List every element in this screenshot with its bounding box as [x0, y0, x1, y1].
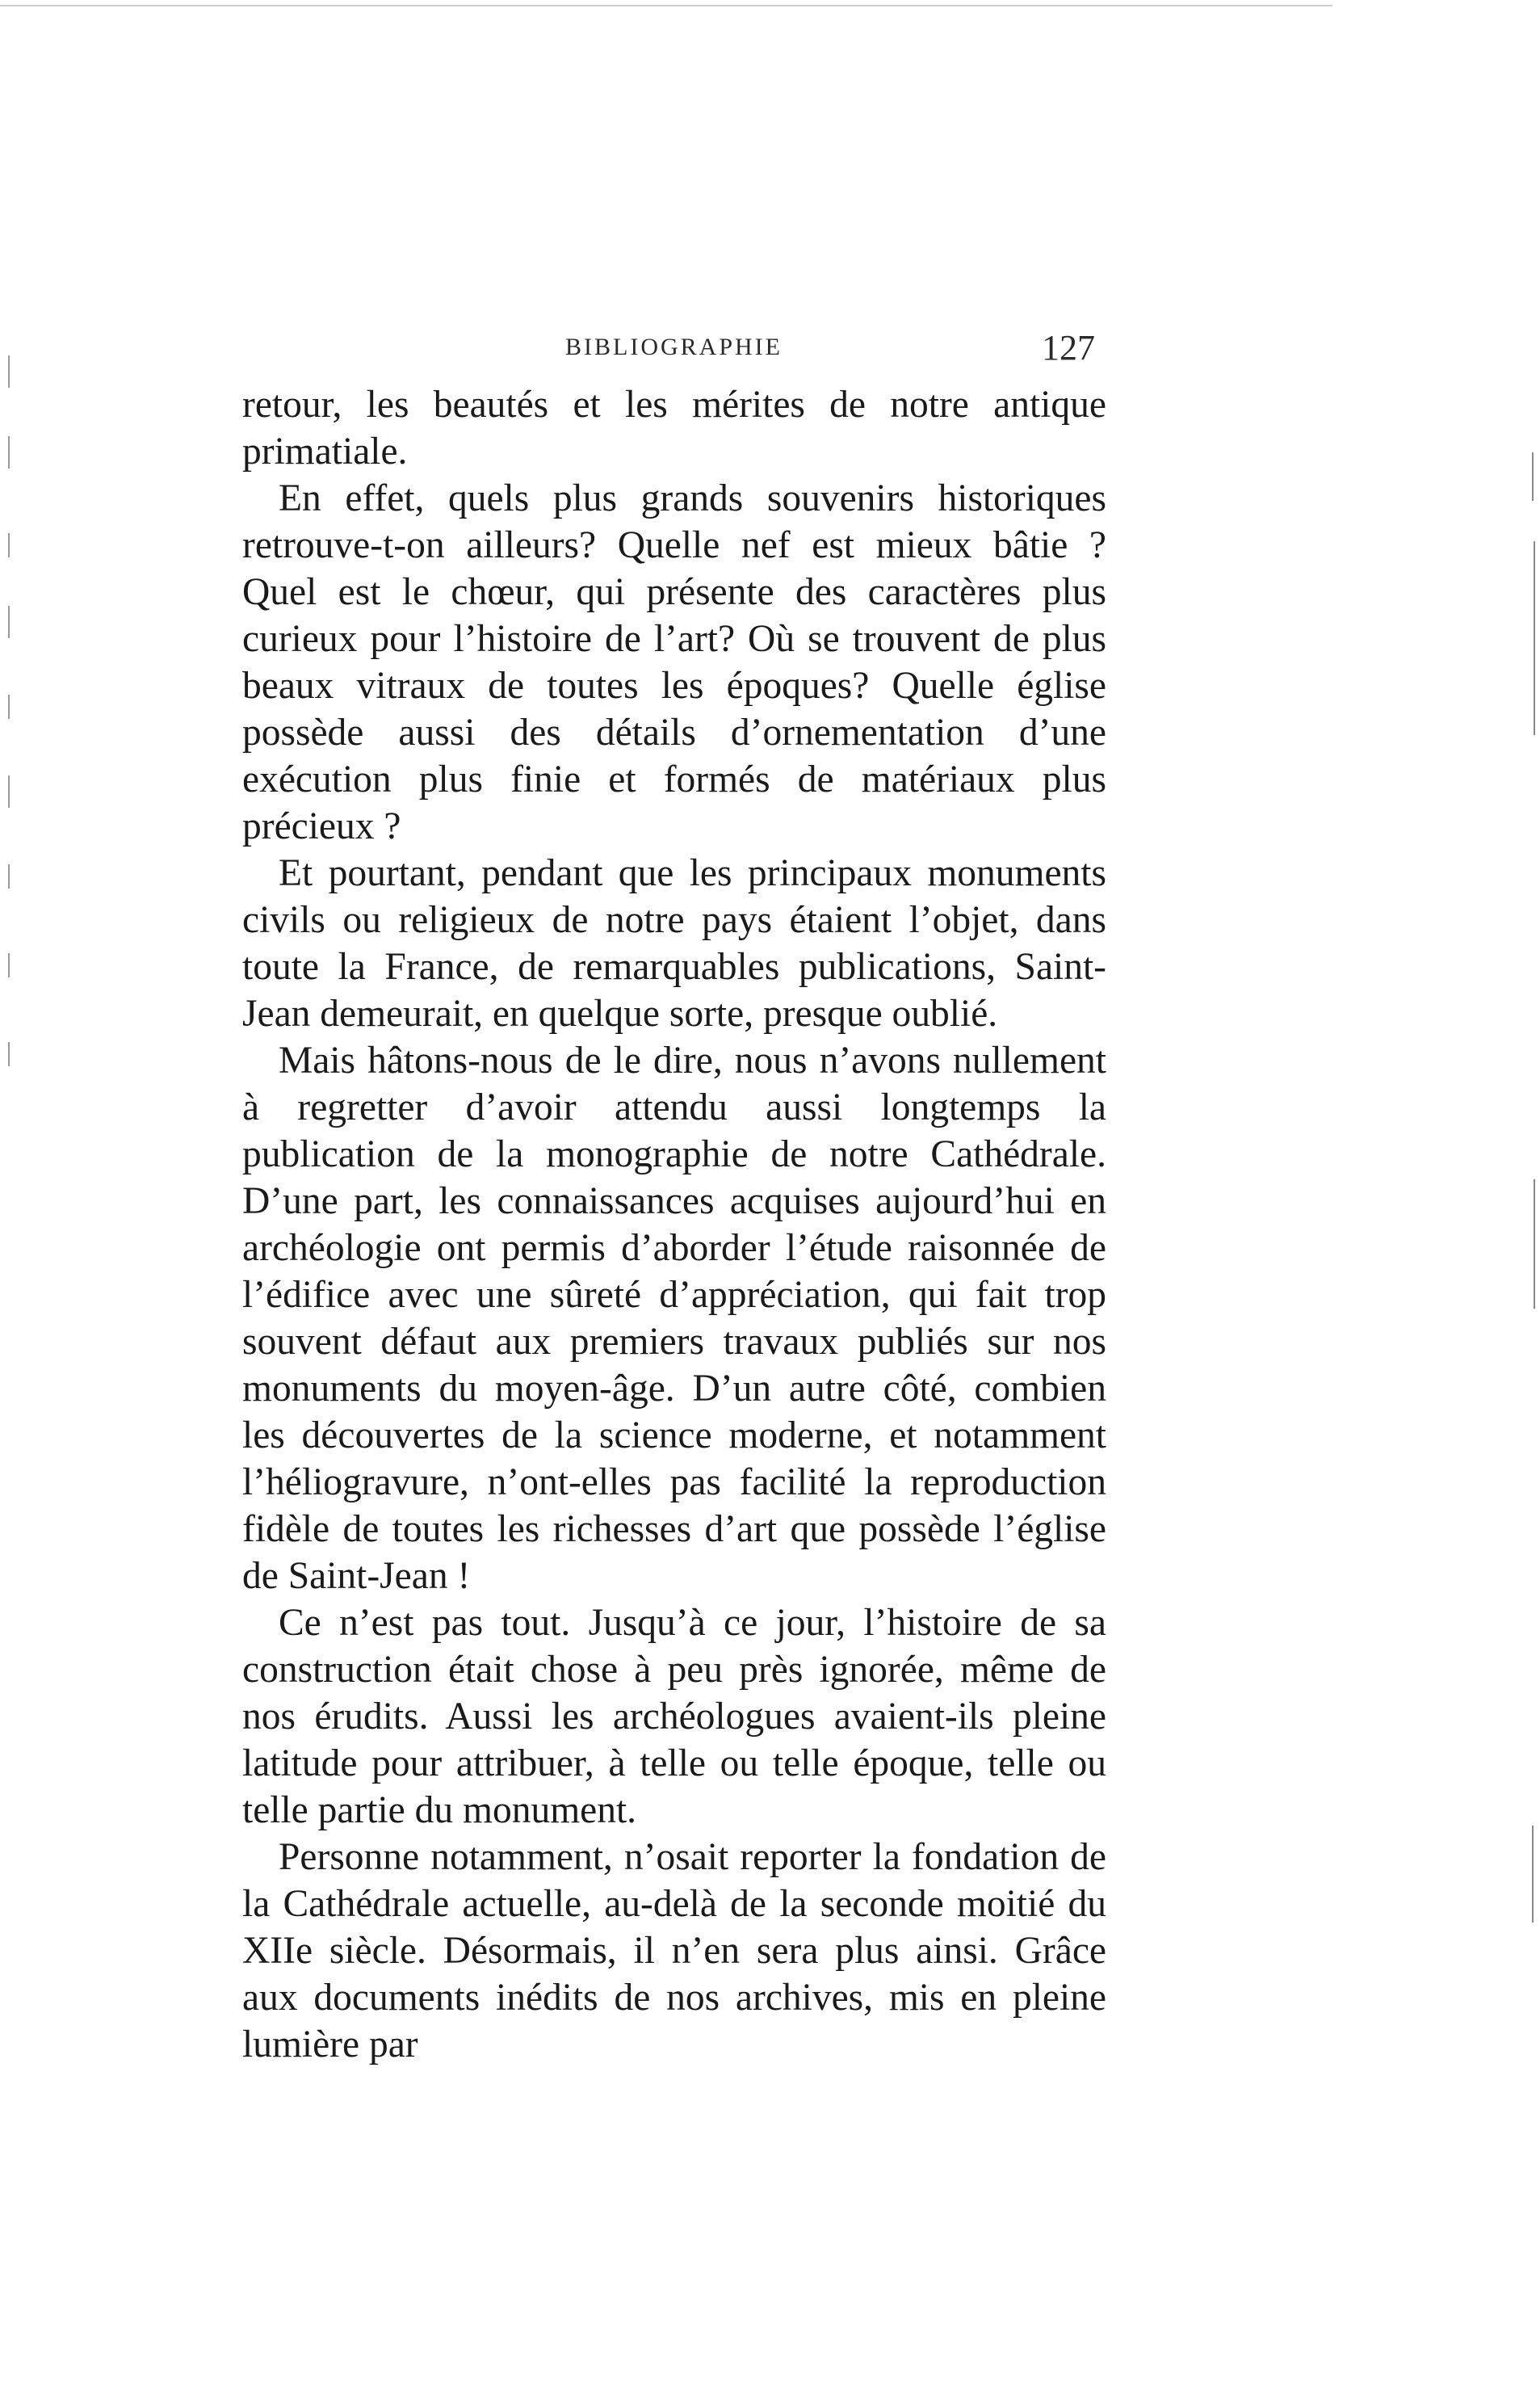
- running-header: [242, 327, 1106, 376]
- paragraph-3: Et pourtant, pendant que les principaux monuments civils ou religieux de notre pays étaient l’objet, dans toute la France, de remarquables publications, Saint-Jean demeurait, en quelque sorte, presque oublié.: [242, 852, 1106, 1035]
- paragraph-5: Ce n’est pas tout. Jusqu’à ce jour, l’histoire de sa construction était chose à peu près ignorée, même de nos érudits. Aussi les archéologues avaient-ils pleine latitude pour attribuer, à telle ou telle époque, telle ou telle partie du monument.: [242, 1602, 1106, 1831]
- paragraph-6: Personne notamment, n’osait reporter la fondation de la Cathédrale actuelle, au-delà de la seconde moitié du XIIe siècle. Désormais, il n’en sera plus ainsi. Grâce aux documents inédits de nos archives, mis en pleine lumière par: [242, 1836, 1106, 2066]
- right-margin-scan-marks: [1529, 452, 1540, 2310]
- page-number: 127: [1042, 328, 1095, 368]
- left-margin-scan-marks: [8, 355, 13, 1082]
- paragraph-1: retour, les beautés et les mérites de notre antique primatiale.: [242, 384, 1106, 473]
- body-text: [242, 381, 1106, 2068]
- running-title: BIBLIOGRAPHIE: [565, 334, 783, 360]
- scan-edge-line: [0, 5, 1332, 6]
- paragraph-4: Mais hâtons-nous de le dire, nous n’avons nullement à regretter d’avoir attendu aussi longtemps la publication de la monographie de notre Cathédrale. D’une part, les connaissances acquises aujourd’hui en archéologie ont permis d’aborder l’étude raisonnée de l’édifice avec une sûreté d’appréciation, qui fait trop souvent défaut aux premiers travaux publiés sur nos monuments du moyen-âge. D’un autre côté, combien les découvertes de la science moderne, et notamment l’héliogravure, n’ont-elles pas facilité la reproduction fidèle de toutes les richesses d’art que possède l’église de Saint-Jean !: [242, 1040, 1106, 1597]
- paragraph-2: En effet, quels plus grands souvenirs historiques retrouve-t-on ailleurs? Quelle nef est mieux bâtie ? Quel est le chœur, qui présente des caractères plus curieux pour l’histoire de l’art? Où se trouvent de plus beaux vitraux de toutes les époques? Quelle église possède aussi des détails d’ornementation d’une exécution plus finie et formés de matériaux plus précieux ?: [242, 477, 1106, 847]
